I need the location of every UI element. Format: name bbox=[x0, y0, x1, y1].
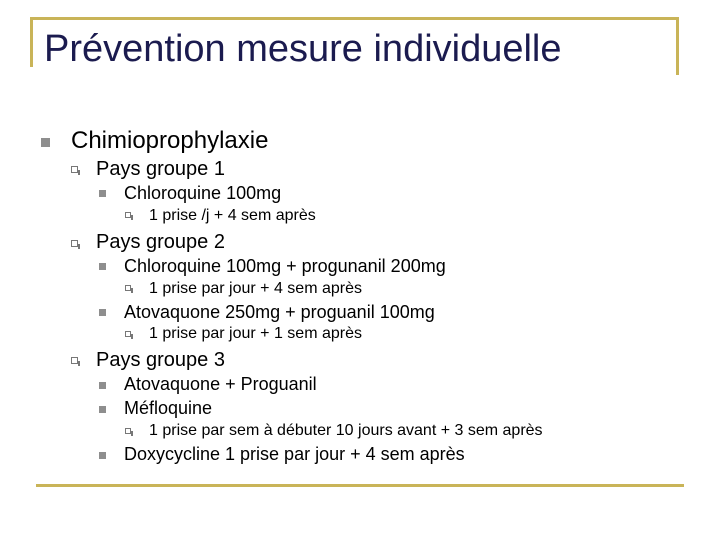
group3-drug3: Doxycycline 1 prise par jour + 4 sem après bbox=[124, 444, 465, 464]
hollow-bullet-icon bbox=[125, 212, 131, 218]
group2-drug2: Atovaquone 250mg + proguanil 100mg bbox=[124, 302, 435, 322]
hollow-bullet-icon bbox=[125, 331, 131, 337]
group2-drug1: Chloroquine 100mg + progunanil 200mg bbox=[124, 256, 446, 276]
group2-label: Pays groupe 2 bbox=[96, 231, 225, 253]
group2-drug2-dose: 1 prise par jour + 1 sem après bbox=[149, 325, 362, 342]
hollow-bullet-icon bbox=[71, 240, 78, 247]
square-bullet-icon bbox=[99, 382, 106, 389]
group2-drug1-dose: 1 prise par jour + 4 sem après bbox=[149, 280, 362, 297]
frame-right-line bbox=[676, 17, 679, 75]
square-bullet-icon bbox=[99, 452, 106, 459]
hollow-bullet-icon bbox=[71, 166, 78, 173]
square-bullet-icon bbox=[99, 309, 106, 316]
frame-left-line bbox=[30, 17, 33, 67]
group3-drug2: Méfloquine bbox=[124, 398, 213, 418]
group1-label: Pays groupe 1 bbox=[96, 158, 225, 180]
group1-drug1-dose: 1 prise /j + 4 sem après bbox=[149, 207, 316, 224]
group3-drug2-dose: 1 prise par sem à débuter 10 jours avant + 3 sem après bbox=[149, 422, 543, 439]
group3-label: Pays groupe 3 bbox=[96, 349, 225, 371]
group3-drug1: Atovaquone + Proguanil bbox=[124, 374, 317, 394]
hollow-bullet-icon bbox=[125, 428, 131, 434]
square-bullet-icon bbox=[99, 190, 106, 197]
square-bullet-icon bbox=[99, 406, 106, 413]
hollow-bullet-icon bbox=[125, 285, 131, 291]
group1-drug1: Chloroquine 100mg bbox=[124, 183, 282, 203]
bottom-rule bbox=[36, 484, 684, 487]
slide-title: Prévention mesure individuelle bbox=[44, 28, 562, 70]
frame-top-line bbox=[30, 17, 678, 20]
square-bullet-icon bbox=[41, 138, 50, 147]
chimioprophylaxie-heading: Chimioprophylaxie bbox=[71, 127, 269, 154]
square-bullet-icon bbox=[99, 263, 106, 270]
hollow-bullet-icon bbox=[71, 357, 78, 364]
